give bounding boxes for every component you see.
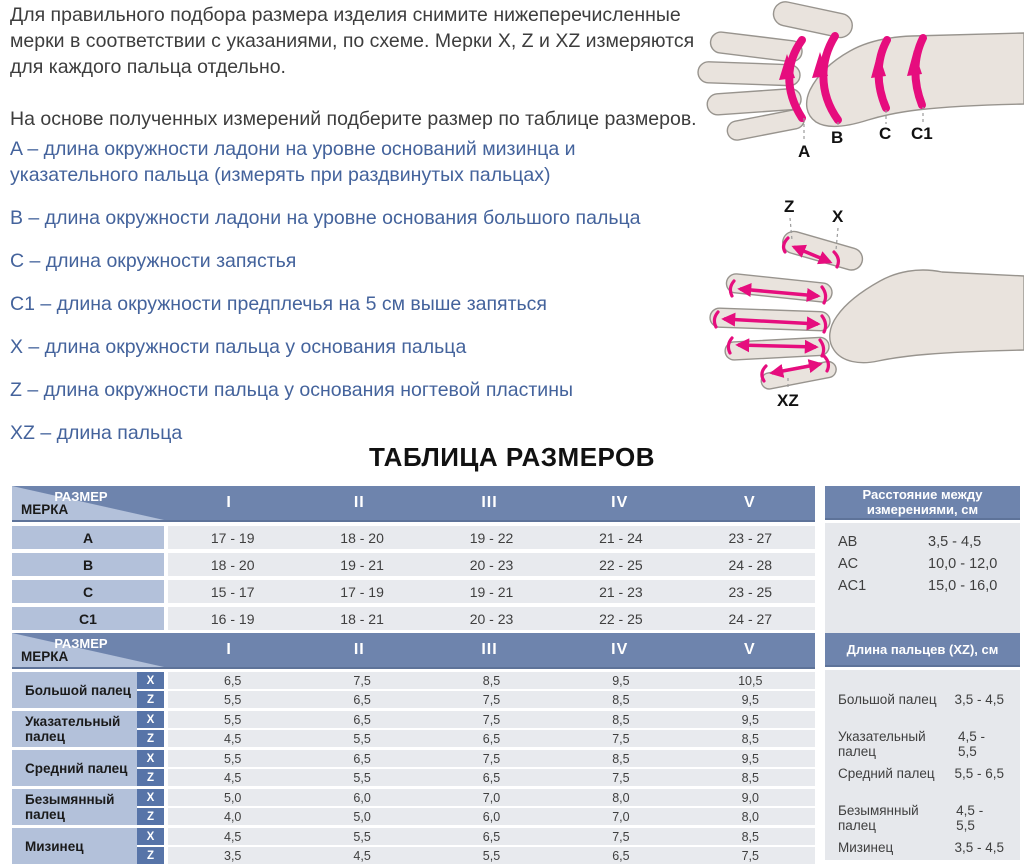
x-row <box>168 672 815 689</box>
table-cell: 17 - 19 <box>210 529 255 546</box>
col-header-iv: IV <box>611 494 629 511</box>
definition-xz: XZ – длина пальца <box>10 422 183 444</box>
table-cell: 19 - 21 <box>469 583 514 600</box>
xz-badges <box>137 711 164 747</box>
row-values <box>168 607 815 630</box>
finger-name: Указательный палец <box>12 711 137 747</box>
row-label: A <box>12 526 164 549</box>
x-badge: X <box>137 711 164 728</box>
table-cell: 24 - 27 <box>728 610 773 627</box>
finger-values <box>168 750 815 786</box>
z-badge: Z <box>137 847 164 864</box>
label-a: A <box>798 142 811 160</box>
label-b: B <box>831 128 844 147</box>
row-values <box>168 580 815 603</box>
palm-arm-shape <box>830 270 1024 363</box>
table-cell: 17 - 19 <box>340 583 384 600</box>
z-badge: Z <box>137 691 164 708</box>
col-header-ii: II <box>353 494 365 511</box>
table-cell: 6,5 <box>612 848 630 863</box>
table-header <box>12 633 815 669</box>
row-values <box>168 526 815 549</box>
table-cell: 5,5 <box>353 829 371 844</box>
panel-row-value: 15,0 - 16,0 <box>928 578 998 594</box>
finger-name: Средний палец <box>12 750 137 786</box>
table-cell: 5,0 <box>224 790 242 805</box>
table-cell: 5,5 <box>482 848 501 863</box>
x-badge: X <box>137 750 164 767</box>
finger-group-pinky <box>12 828 815 864</box>
panel-row-label: AC <box>838 556 859 572</box>
table-cell: 6,5 <box>482 731 501 746</box>
table-cell: 9,5 <box>741 692 759 707</box>
corner-size-label: РАЗМЕР <box>54 489 108 504</box>
table-cell: 7,5 <box>612 770 630 785</box>
col-header-i: I <box>226 641 232 658</box>
table-cell: 8,5 <box>741 829 759 844</box>
xz-badges <box>137 672 164 708</box>
finger-group-index <box>12 711 815 747</box>
x-badge: X <box>137 789 164 806</box>
table-cell: 19 - 22 <box>469 529 514 546</box>
panel-row-value: 3,5 - 4,5 <box>928 534 982 550</box>
table-cell: 8,0 <box>741 809 759 824</box>
table-cell: 21 - 23 <box>599 583 643 600</box>
col-header-ii: II <box>353 641 365 658</box>
table-cell: 20 - 23 <box>469 610 514 627</box>
corner-measure-label: МЕРКА <box>21 502 69 517</box>
table-cell: 22 - 25 <box>599 556 643 573</box>
x-badge: X <box>137 672 164 689</box>
table-cell: 24 - 28 <box>728 556 773 573</box>
size-columns <box>164 633 815 667</box>
table-cell: 8,0 <box>612 790 630 805</box>
definition-c: C – длина окружности запястья <box>10 250 297 272</box>
intro-paragraph-1: Для правильного подбора размера изделия снимите нижеперечисленные мерки в соответствии с указаниями, по схеме. Мерки X, Z и XZ измеряются для каждого пальца отдельно. <box>10 4 695 78</box>
finger-values <box>168 711 815 747</box>
table-cell: 6,5 <box>353 712 371 727</box>
table-cell: 8,5 <box>741 731 759 746</box>
panel-row-value: 5,5 - 6,5 <box>954 766 1004 781</box>
label-c1: C1 <box>911 124 933 143</box>
finger-group-thumb <box>12 672 815 708</box>
table-header <box>12 486 815 522</box>
table-cell: 8,5 <box>612 751 630 766</box>
col-header-i: I <box>226 494 232 511</box>
panel-row-label: AC1 <box>838 578 867 594</box>
thumb-shape <box>780 229 865 273</box>
label-xz: XZ <box>777 391 799 410</box>
panel-row-label: Мизинец <box>838 840 894 855</box>
table-cell: 15 - 17 <box>210 583 255 600</box>
table-cell: 8,5 <box>482 673 501 688</box>
table-cell: 3,5 <box>224 848 242 863</box>
table-cell: 5,5 <box>353 731 371 746</box>
table-row-c <box>12 580 815 603</box>
table-cell: 6,5 <box>224 673 242 688</box>
table-cell: 7,5 <box>482 751 501 766</box>
label-z: Z <box>784 197 795 216</box>
z-row <box>168 730 815 747</box>
table-cell: 8,5 <box>612 712 630 727</box>
panel-row-label: Средний палец <box>838 766 935 781</box>
definition-b: B – длина окружности ладони на уровне основания большого пальца <box>10 207 641 229</box>
panel-row <box>838 766 1004 803</box>
finger-values <box>168 672 815 708</box>
row-label: B <box>12 553 164 576</box>
table-cell: 7,5 <box>741 848 759 863</box>
panel-title: Расстояние между измерениями, см <box>825 486 1020 520</box>
definition-x: X – длина окружности пальца у основания пальца <box>10 336 467 358</box>
z-row <box>168 808 815 825</box>
x-row <box>168 711 815 728</box>
x-badge: X <box>137 828 164 845</box>
ring-arrow-icon <box>738 345 816 347</box>
finger-measure-diagram <box>680 190 1024 420</box>
finger-name: Мизинец <box>12 828 137 864</box>
finger-name: Безымянный палец <box>12 789 137 825</box>
definition-a: A – длина окружности ладони на уровне оснований мизинца и указательного пальца (измерять при раздвинутых пальцах) <box>10 138 576 186</box>
table-cell: 7,0 <box>482 790 501 805</box>
table-cell: 19 - 21 <box>340 556 384 573</box>
table-cell: 8,5 <box>741 770 759 785</box>
z-badge: Z <box>137 808 164 825</box>
x-row <box>168 750 815 767</box>
table-cell: 7,5 <box>353 673 371 688</box>
corner-size-label: РАЗМЕР <box>54 636 108 651</box>
table-row-c1 <box>12 607 815 630</box>
panel-row <box>838 803 1004 840</box>
panel-row-value: 3,5 - 4,5 <box>954 692 1004 707</box>
label-x: X <box>832 207 844 226</box>
table-cell: 16 - 19 <box>210 610 255 627</box>
panel-row-value: 3,5 - 4,5 <box>954 840 1004 855</box>
panel-row-value: 10,0 - 12,0 <box>928 556 998 572</box>
table-cell: 7,5 <box>482 712 501 727</box>
finger-group-middle <box>12 750 815 786</box>
xz-badges <box>137 828 164 864</box>
finger-name: Большой палец <box>12 672 137 708</box>
z-row <box>168 769 815 786</box>
panel-row <box>838 531 1010 553</box>
table-cell: 23 - 27 <box>728 529 773 546</box>
finger-values <box>168 828 815 864</box>
table-cell: 9,5 <box>741 712 759 727</box>
table-cell: 6,5 <box>482 770 501 785</box>
panel-body <box>825 670 1020 860</box>
table-cell: 7,5 <box>612 829 630 844</box>
ring-finger-shape <box>725 337 830 360</box>
row-values <box>168 553 815 576</box>
panel-row-value: 4,5 - 5,5 <box>958 729 986 759</box>
table-cell: 4,5 <box>224 829 242 844</box>
table-cell: 6,5 <box>482 829 501 844</box>
table-cell: 7,5 <box>612 731 630 746</box>
z-row <box>168 691 815 708</box>
panel-row-label: Безымянный палец <box>838 803 919 833</box>
table-cell: 6,0 <box>353 790 371 805</box>
table-cell: 18 - 20 <box>340 529 384 546</box>
pinky-finger-shape <box>760 360 838 390</box>
table-cell: 9,0 <box>741 790 759 805</box>
hand-illustration <box>698 0 1024 142</box>
row-label: C1 <box>12 607 164 630</box>
wrist-measure-diagram <box>680 0 1024 160</box>
finger-group-ring <box>12 789 815 825</box>
finger-length-panel <box>825 633 1020 860</box>
panel-row-label: Большой палец <box>838 692 937 707</box>
table-cell: 21 - 24 <box>599 529 643 546</box>
x-row <box>168 789 815 806</box>
intro-section <box>10 2 700 132</box>
table-cell: 8,5 <box>612 692 630 707</box>
xz-badges <box>137 750 164 786</box>
table-cell: 9,5 <box>612 673 630 688</box>
label-c: C <box>879 124 892 143</box>
col-header-v: V <box>744 641 756 658</box>
table-cell: 23 - 25 <box>728 583 773 600</box>
panel-row-label: Указательный палец <box>838 729 926 759</box>
panel-row <box>838 840 1004 864</box>
col-header-v: V <box>744 494 756 511</box>
corner-cell <box>12 633 164 667</box>
panel-row-label: AB <box>838 534 858 550</box>
col-header-iii: III <box>481 494 498 511</box>
table-cell: 22 - 25 <box>599 610 643 627</box>
z-badge: Z <box>137 730 164 747</box>
table-row-b <box>12 553 815 576</box>
table-cell: 5,5 <box>224 692 242 707</box>
table-cell: 6,0 <box>482 809 501 824</box>
table-cell: 7,5 <box>482 692 501 707</box>
xz-badges <box>137 789 164 825</box>
table-cell: 7,0 <box>612 809 630 824</box>
panel-title: Длина пальцев (XZ), см <box>825 633 1020 667</box>
z-row <box>168 847 815 864</box>
table-cell: 6,5 <box>353 692 371 707</box>
table-cell: 4,0 <box>224 809 242 824</box>
panel-row <box>838 692 1004 729</box>
table-cell: 5,5 <box>224 751 242 766</box>
definition-z: Z – длина окружности пальца у основания ногтевой пластины <box>10 379 573 401</box>
hand-illustration <box>710 229 1024 391</box>
table-cell: 5,5 <box>224 712 242 727</box>
size-table-title: ТАБЛИЦА РАЗМЕРОВ <box>368 442 656 472</box>
panel-row <box>838 729 1004 766</box>
thumb-shape <box>771 0 854 40</box>
panel-row-value: 4,5 - 5,5 <box>956 803 984 833</box>
table-cell: 4,5 <box>224 770 242 785</box>
table-cell: 10,5 <box>738 673 763 688</box>
corner-measure-label: МЕРКА <box>21 649 69 664</box>
definition-c1: C1 – длина окружности предплечья на 5 см выше запяться <box>10 293 547 315</box>
table-cell: 9,5 <box>741 751 759 766</box>
panel-row <box>838 575 1010 597</box>
table-cell: 20 - 23 <box>469 556 514 573</box>
table-cell: 4,5 <box>353 848 371 863</box>
finger-values <box>168 789 815 825</box>
size-columns <box>164 486 815 520</box>
table-cell: 5,0 <box>353 809 371 824</box>
finger-size-table <box>12 633 815 864</box>
corner-cell <box>12 486 164 520</box>
col-header-iii: III <box>481 641 498 658</box>
table-cell: 4,5 <box>224 731 242 746</box>
circumference-size-table <box>12 486 815 630</box>
table-cell: 5,5 <box>353 770 371 785</box>
measure-definitions <box>10 136 700 463</box>
panel-row <box>838 553 1010 575</box>
table-cell: 18 - 21 <box>340 610 384 627</box>
col-header-iv: IV <box>611 641 629 658</box>
table-cell: 18 - 20 <box>210 556 255 573</box>
x-row <box>168 828 815 845</box>
table-row-a <box>12 526 815 549</box>
z-badge: Z <box>137 769 164 786</box>
row-label: C <box>12 580 164 603</box>
table-cell: 6,5 <box>353 751 371 766</box>
intro-paragraph-2: На основе полученных измерений подберите размер по таблице размеров. <box>10 108 697 130</box>
